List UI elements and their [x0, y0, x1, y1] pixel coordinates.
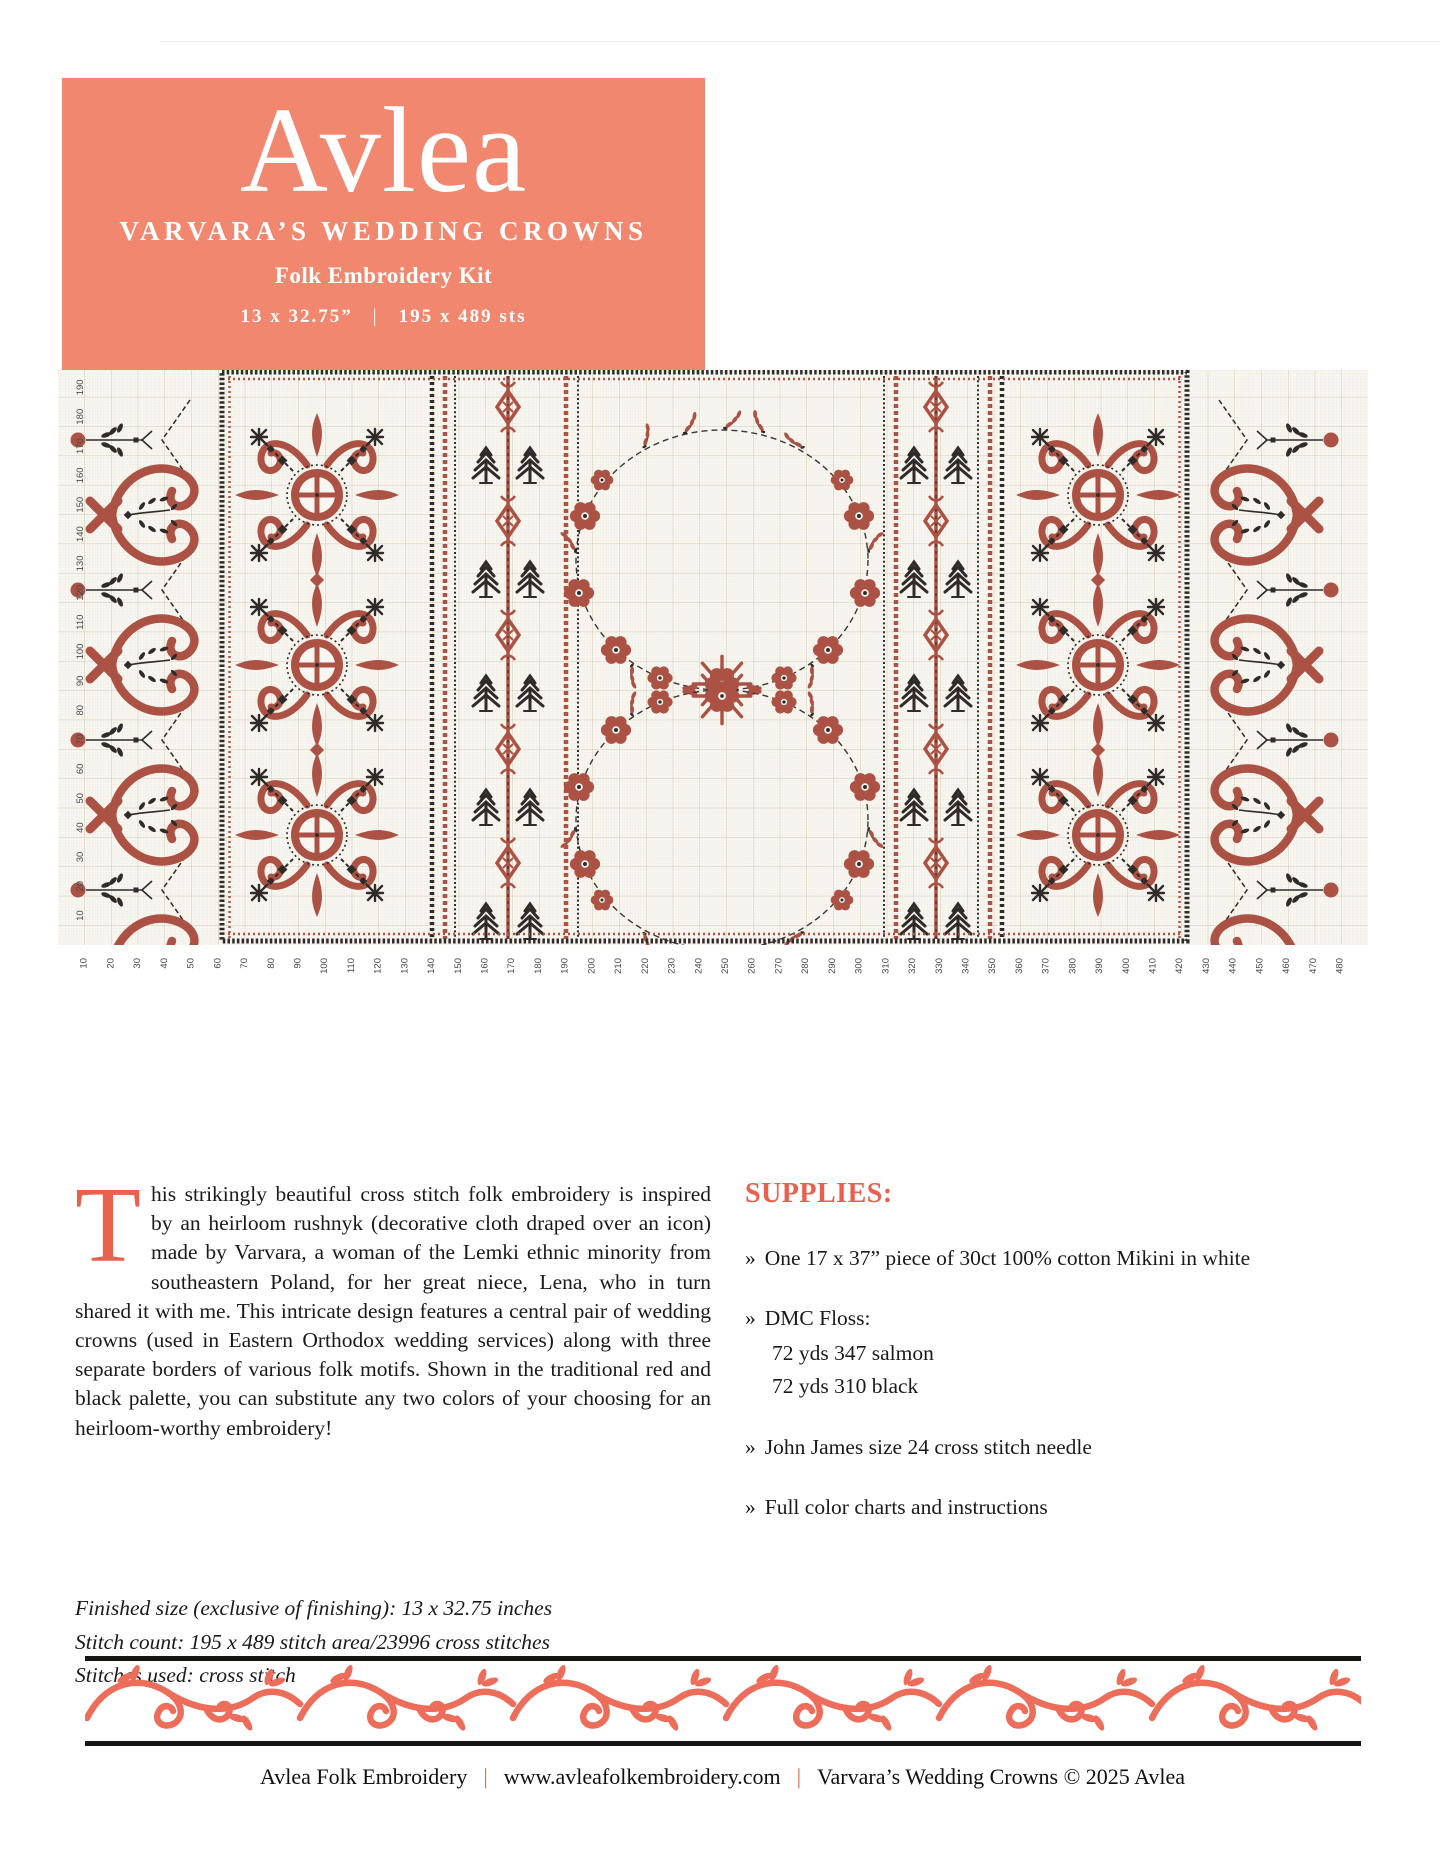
svg-text:20: 20: [75, 881, 86, 892]
svg-text:440: 440: [1227, 958, 1239, 974]
svg-text:160: 160: [479, 958, 491, 974]
svg-text:50: 50: [75, 792, 86, 804]
spec-finished-size: Finished size (exclusive of finishing): 13 x 32.75 inches: [75, 1596, 553, 1620]
svg-text:350: 350: [987, 958, 999, 974]
supplies-heading: SUPPLIES:: [745, 1178, 893, 1209]
svg-text:260: 260: [746, 958, 758, 974]
supply-item-charts: » Full color charts and instructions: [745, 1495, 1048, 1520]
svg-text:110: 110: [75, 614, 86, 630]
svg-text:360: 360: [1013, 958, 1025, 974]
svg-text:30: 30: [75, 851, 86, 863]
svg-text:410: 410: [1147, 958, 1159, 974]
bullet-icon: »: [745, 1495, 756, 1520]
svg-text:20: 20: [105, 958, 117, 969]
bullet-icon: »: [745, 1435, 756, 1460]
svg-text:100: 100: [75, 643, 86, 660]
svg-text:390: 390: [1094, 958, 1106, 974]
svg-text:120: 120: [372, 958, 384, 974]
svg-text:310: 310: [880, 958, 892, 974]
header-banner: [62, 78, 705, 374]
svg-text:140: 140: [75, 526, 86, 543]
svg-text:300: 300: [853, 958, 865, 974]
svg-text:330: 330: [933, 958, 945, 974]
svg-text:40: 40: [75, 822, 86, 833]
footer-brand: Avlea Folk Embroidery: [260, 1764, 468, 1789]
bullet-icon: »: [745, 1246, 756, 1270]
spec-stitches-used: Stitches used: cross stitch: [75, 1663, 296, 1687]
svg-text:150: 150: [452, 958, 464, 974]
footer-copyright: Varvara’s Wedding Crowns © 2025 Avlea: [817, 1764, 1185, 1789]
svg-text:40: 40: [158, 958, 170, 969]
svg-text:320: 320: [907, 958, 919, 974]
svg-text:170: 170: [75, 438, 86, 454]
pattern-chart: [58, 368, 1370, 1000]
border-rule-top: [85, 1656, 1361, 1661]
description-text: his strikingly beautiful cross stitch folk embroidery is inspired by an heirloom rushnyk (decorative cloth draped over an icon) made by Varvara, a woman of the Lemki ethnic minority from southeastern Poland, for her great niece, Lena, who in turn shared it with me. This intricate design features a central pair of wedding crowns (used in Eastern Orthodox wedding services) along with three separate borders of various folk motifs. Shown in the traditional red and black palette, you can substitute any two colors of your choosing for an heirloom-worthy embroidery!: [75, 1182, 711, 1440]
svg-text:420: 420: [1174, 958, 1186, 974]
svg-text:430: 430: [1200, 958, 1212, 974]
border-rule-bottom: [85, 1741, 1361, 1746]
svg-text:470: 470: [1307, 958, 1319, 974]
supply-item-floss: » DMC Floss: 72 yds 347 salmon 72 yds 310 black: [745, 1302, 1393, 1403]
size-separator: |: [372, 306, 379, 327]
svg-text:90: 90: [75, 675, 86, 687]
svg-text:250: 250: [720, 958, 731, 974]
svg-text:30: 30: [132, 958, 144, 969]
svg-text:270: 270: [773, 958, 785, 974]
supply-item-needle: » John James size 24 cross stitch needle: [745, 1435, 1092, 1460]
svg-text:220: 220: [639, 958, 651, 974]
svg-text:380: 380: [1067, 958, 1079, 974]
svg-text:130: 130: [75, 555, 86, 572]
floss-line-salmon: 72 yds 347 salmon: [772, 1340, 934, 1365]
supplies-section: [745, 1178, 1393, 1552]
svg-text:110: 110: [345, 958, 357, 974]
svg-text:90: 90: [292, 958, 304, 969]
svg-text:100: 100: [319, 958, 331, 974]
svg-text:10: 10: [78, 958, 90, 969]
svg-text:70: 70: [239, 958, 251, 969]
svg-text:190: 190: [75, 379, 86, 396]
svg-text:50: 50: [185, 958, 197, 969]
svg-text:60: 60: [75, 763, 86, 775]
svg-text:10: 10: [75, 910, 86, 921]
svg-text:400: 400: [1120, 958, 1132, 974]
footer-url: www.avleafolkembroidery.com: [503, 1764, 781, 1789]
svg-text:120: 120: [75, 584, 86, 601]
floss-line-black: 72 yds 310 black: [772, 1373, 919, 1398]
footer-separator: |: [796, 1764, 802, 1789]
description-paragraph: [75, 1166, 711, 1443]
svg-text:460: 460: [1281, 958, 1293, 974]
floss-sublist: [772, 1337, 1393, 1404]
kit-subtitle: Folk Embroidery Kit: [274, 263, 493, 288]
pattern-title: VARVARA’S WEDDING CROWNS: [119, 216, 648, 246]
svg-text:280: 280: [800, 958, 812, 974]
svg-text:210: 210: [613, 958, 625, 974]
footer: [0, 1764, 1445, 1790]
scroll-border: [85, 1655, 1361, 1748]
svg-text:190: 190: [559, 958, 571, 974]
spec-stitch-count: Stitch count: 195 x 489 stitch area/23996 cross stitches: [75, 1629, 550, 1654]
bullet-icon: »: [745, 1306, 756, 1331]
svg-text:160: 160: [75, 467, 86, 484]
size-line: [241, 306, 527, 328]
svg-text:80: 80: [265, 958, 277, 969]
svg-text:240: 240: [693, 958, 705, 974]
brand-logo: Avlea: [239, 83, 528, 218]
svg-text:340: 340: [960, 958, 972, 974]
svg-text:80: 80: [75, 704, 86, 716]
supply-item-fabric: » One 17 x 37” piece of 30ct 100% cotton Mikini in white: [745, 1246, 1251, 1270]
svg-text:200: 200: [586, 958, 598, 974]
svg-text:180: 180: [75, 408, 86, 425]
svg-text:170: 170: [506, 958, 518, 974]
footer-separator: |: [483, 1764, 488, 1789]
svg-text:370: 370: [1040, 958, 1052, 974]
svg-text:450: 450: [1254, 958, 1266, 974]
svg-text:70: 70: [75, 734, 86, 745]
stitch-grid: [58, 370, 1368, 945]
svg-text:60: 60: [212, 958, 224, 969]
svg-text:290: 290: [826, 958, 838, 974]
svg-text:180: 180: [532, 958, 544, 974]
svg-text:150: 150: [75, 496, 86, 513]
svg-text:130: 130: [399, 958, 411, 974]
svg-text:480: 480: [1334, 958, 1346, 974]
svg-text:140: 140: [426, 958, 438, 974]
drop-cap: T: [75, 1166, 141, 1285]
top-hairline: [160, 41, 1440, 42]
finished-size: 13 x 32.75”: [240, 306, 353, 327]
stitch-count: 195 x 489 sts: [398, 306, 527, 327]
svg-text:230: 230: [666, 958, 678, 974]
